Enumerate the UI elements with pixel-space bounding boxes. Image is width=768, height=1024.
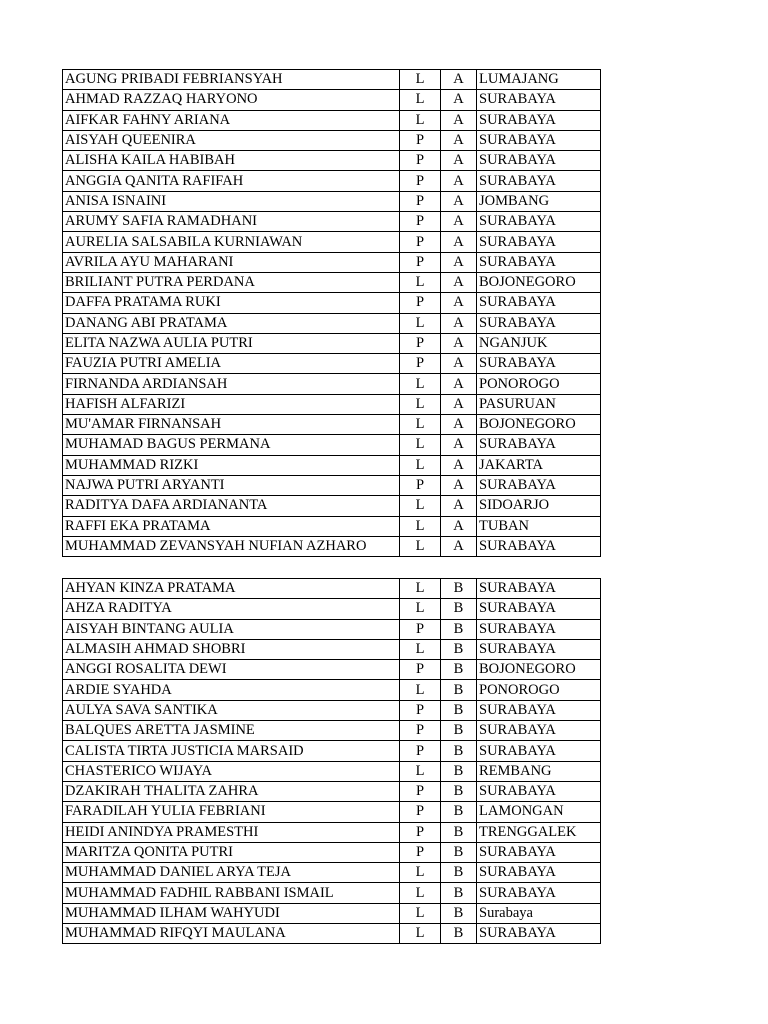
student-name-cell: AISYAH BINTANG AULIA bbox=[63, 619, 400, 639]
student-name-cell: ARUMY SAFIA RAMADHANI bbox=[63, 212, 400, 232]
student-name-cell: MUHAMMAD ZEVANSYAH NUFIAN AZHARO bbox=[63, 536, 400, 556]
city-cell: SURABAYA bbox=[477, 924, 601, 944]
table-row bbox=[63, 455, 601, 475]
gender-cell: P bbox=[400, 293, 441, 313]
class-cell: B bbox=[441, 863, 477, 883]
city-cell: LAMONGAN bbox=[477, 802, 601, 822]
city-cell: SURABAYA bbox=[477, 599, 601, 619]
student-name-cell: AHYAN KINZA PRATAMA bbox=[63, 579, 400, 599]
class-cell: A bbox=[441, 313, 477, 333]
table-row bbox=[63, 924, 601, 944]
table-row bbox=[63, 313, 601, 333]
class-cell: B bbox=[441, 741, 477, 761]
city-cell: REMBANG bbox=[477, 761, 601, 781]
student-name-cell: MUHAMAD BAGUS PERMANA bbox=[63, 435, 400, 455]
student-name-cell: FARADILAH YULIA FEBRIANI bbox=[63, 802, 400, 822]
class-cell: A bbox=[441, 394, 477, 414]
gender-cell: L bbox=[400, 415, 441, 435]
table-row bbox=[63, 191, 601, 211]
student-table-class-a bbox=[62, 69, 601, 557]
class-cell: A bbox=[441, 374, 477, 394]
city-cell: PASURUAN bbox=[477, 394, 601, 414]
class-cell: B bbox=[441, 924, 477, 944]
gender-cell: L bbox=[400, 394, 441, 414]
gender-cell: P bbox=[400, 354, 441, 374]
city-cell: SURABAYA bbox=[477, 130, 601, 150]
class-cell: A bbox=[441, 516, 477, 536]
class-cell: B bbox=[441, 842, 477, 862]
table-row bbox=[63, 232, 601, 252]
city-cell: SURABAYA bbox=[477, 212, 601, 232]
gender-cell: L bbox=[400, 924, 441, 944]
table-row bbox=[63, 293, 601, 313]
city-cell: PONOROGO bbox=[477, 680, 601, 700]
student-name-cell: AVRILA AYU MAHARANI bbox=[63, 252, 400, 272]
city-cell: SIDOARJO bbox=[477, 496, 601, 516]
student-name-cell: AHMAD RAZZAQ HARYONO bbox=[63, 90, 400, 110]
student-name-cell: AGUNG PRIBADI FEBRIANSYAH bbox=[63, 70, 400, 90]
table-row bbox=[63, 374, 601, 394]
city-cell: SURABAYA bbox=[477, 700, 601, 720]
student-name-cell: HAFISH ALFARIZI bbox=[63, 394, 400, 414]
student-name-cell: ALMASIH AHMAD SHOBRI bbox=[63, 639, 400, 659]
student-name-cell: DZAKIRAH THALITA ZAHRA bbox=[63, 781, 400, 801]
student-name-cell: MARITZA QONITA PUTRI bbox=[63, 842, 400, 862]
class-cell: B bbox=[441, 619, 477, 639]
gender-cell: L bbox=[400, 272, 441, 292]
class-cell: B bbox=[441, 781, 477, 801]
class-cell: A bbox=[441, 70, 477, 90]
table-row bbox=[63, 475, 601, 495]
city-cell: SURABAYA bbox=[477, 741, 601, 761]
city-cell: TRENGGALEK bbox=[477, 822, 601, 842]
table-row bbox=[63, 90, 601, 110]
gender-cell: P bbox=[400, 252, 441, 272]
table-row bbox=[63, 883, 601, 903]
student-name-cell: ARDIE SYAHDA bbox=[63, 680, 400, 700]
class-cell: A bbox=[441, 212, 477, 232]
gender-cell: P bbox=[400, 842, 441, 862]
city-cell: SURABAYA bbox=[477, 151, 601, 171]
gender-cell: P bbox=[400, 151, 441, 171]
gender-cell: L bbox=[400, 680, 441, 700]
class-cell: A bbox=[441, 293, 477, 313]
table-row bbox=[63, 619, 601, 639]
class-cell: A bbox=[441, 455, 477, 475]
class-cell: B bbox=[441, 660, 477, 680]
table-row bbox=[63, 171, 601, 191]
city-cell: SURABAYA bbox=[477, 619, 601, 639]
class-cell: A bbox=[441, 415, 477, 435]
gender-cell: L bbox=[400, 435, 441, 455]
table-row bbox=[63, 252, 601, 272]
class-cell: A bbox=[441, 475, 477, 495]
gender-cell: L bbox=[400, 536, 441, 556]
city-cell: NGANJUK bbox=[477, 333, 601, 353]
student-name-cell: HEIDI ANINDYA PRAMESTHI bbox=[63, 822, 400, 842]
class-cell: B bbox=[441, 700, 477, 720]
table-row bbox=[63, 680, 601, 700]
table-row bbox=[63, 741, 601, 761]
table-row bbox=[63, 496, 601, 516]
class-cell: A bbox=[441, 252, 477, 272]
student-name-cell: BALQUES ARETTA JASMINE bbox=[63, 721, 400, 741]
city-cell: SURABAYA bbox=[477, 863, 601, 883]
class-cell: A bbox=[441, 130, 477, 150]
class-cell: A bbox=[441, 333, 477, 353]
gender-cell: L bbox=[400, 90, 441, 110]
student-name-cell: NAJWA PUTRI ARYANTI bbox=[63, 475, 400, 495]
student-name-cell: AURELIA SALSABILA KURNIAWAN bbox=[63, 232, 400, 252]
student-name-cell: AHZA RADITYA bbox=[63, 599, 400, 619]
student-name-cell: FIRNANDA ARDIANSAH bbox=[63, 374, 400, 394]
gender-cell: P bbox=[400, 802, 441, 822]
gender-cell: L bbox=[400, 599, 441, 619]
city-cell: SURABAYA bbox=[477, 721, 601, 741]
gender-cell: P bbox=[400, 822, 441, 842]
class-cell: A bbox=[441, 171, 477, 191]
city-cell: SURABAYA bbox=[477, 252, 601, 272]
city-cell: SURABAYA bbox=[477, 90, 601, 110]
gender-cell: L bbox=[400, 496, 441, 516]
student-name-cell: RADITYA DAFA ARDIANANTA bbox=[63, 496, 400, 516]
gender-cell: L bbox=[400, 455, 441, 475]
city-cell: SURABAYA bbox=[477, 293, 601, 313]
city-cell: JOMBANG bbox=[477, 191, 601, 211]
table-row bbox=[63, 781, 601, 801]
table-row bbox=[63, 822, 601, 842]
table-row bbox=[63, 272, 601, 292]
class-cell: B bbox=[441, 599, 477, 619]
student-name-cell: ELITA NAZWA AULIA PUTRI bbox=[63, 333, 400, 353]
table-row bbox=[63, 333, 601, 353]
table-row bbox=[63, 394, 601, 414]
city-cell: SURABAYA bbox=[477, 883, 601, 903]
city-cell: Surabaya bbox=[477, 903, 601, 923]
class-cell: A bbox=[441, 90, 477, 110]
student-name-cell: MUHAMMAD FADHIL RABBANI ISMAIL bbox=[63, 883, 400, 903]
table-row bbox=[63, 842, 601, 862]
gender-cell: L bbox=[400, 863, 441, 883]
gender-cell: L bbox=[400, 110, 441, 130]
city-cell: SURABAYA bbox=[477, 475, 601, 495]
student-name-cell: MUHAMMAD ILHAM WAHYUDI bbox=[63, 903, 400, 923]
city-cell: JAKARTA bbox=[477, 455, 601, 475]
student-name-cell: FAUZIA PUTRI AMELIA bbox=[63, 354, 400, 374]
city-cell: BOJONEGORO bbox=[477, 272, 601, 292]
class-cell: B bbox=[441, 639, 477, 659]
student-name-cell: BRILIANT PUTRA PERDANA bbox=[63, 272, 400, 292]
city-cell: TUBAN bbox=[477, 516, 601, 536]
city-cell: SURABAYA bbox=[477, 313, 601, 333]
student-name-cell: RAFFI EKA PRATAMA bbox=[63, 516, 400, 536]
table-row bbox=[63, 151, 601, 171]
student-name-cell: ALISHA KAILA HABIBAH bbox=[63, 151, 400, 171]
gender-cell: P bbox=[400, 130, 441, 150]
table-row bbox=[63, 660, 601, 680]
city-cell: BOJONEGORO bbox=[477, 660, 601, 680]
gender-cell: L bbox=[400, 579, 441, 599]
gender-cell: P bbox=[400, 475, 441, 495]
gender-cell: P bbox=[400, 212, 441, 232]
student-name-cell: CHASTERICO WIJAYA bbox=[63, 761, 400, 781]
class-cell: A bbox=[441, 536, 477, 556]
student-name-cell: ANGGI ROSALITA DEWI bbox=[63, 660, 400, 680]
gender-cell: L bbox=[400, 70, 441, 90]
student-name-cell: CALISTA TIRTA JUSTICIA MARSAID bbox=[63, 741, 400, 761]
gender-cell: L bbox=[400, 374, 441, 394]
table-row bbox=[63, 415, 601, 435]
class-cell: A bbox=[441, 110, 477, 130]
class-cell: A bbox=[441, 272, 477, 292]
student-name-cell: DANANG ABI PRATAMA bbox=[63, 313, 400, 333]
table-row bbox=[63, 354, 601, 374]
gender-cell: P bbox=[400, 700, 441, 720]
table-body bbox=[63, 70, 601, 557]
student-name-cell: MUHAMMAD DANIEL ARYA TEJA bbox=[63, 863, 400, 883]
student-name-cell: AIFKAR FAHNY ARIANA bbox=[63, 110, 400, 130]
student-table-class-b bbox=[62, 578, 601, 944]
class-cell: A bbox=[441, 151, 477, 171]
class-cell: A bbox=[441, 191, 477, 211]
class-cell: B bbox=[441, 903, 477, 923]
gender-cell: P bbox=[400, 660, 441, 680]
city-cell: SURABAYA bbox=[477, 435, 601, 455]
gender-cell: P bbox=[400, 333, 441, 353]
city-cell: SURABAYA bbox=[477, 842, 601, 862]
class-cell: B bbox=[441, 579, 477, 599]
city-cell: BOJONEGORO bbox=[477, 415, 601, 435]
gender-cell: L bbox=[400, 639, 441, 659]
class-cell: A bbox=[441, 435, 477, 455]
student-name-cell: AISYAH QUEENIRA bbox=[63, 130, 400, 150]
table-row bbox=[63, 639, 601, 659]
city-cell: SURABAYA bbox=[477, 579, 601, 599]
city-cell: SURABAYA bbox=[477, 639, 601, 659]
student-name-cell: MU'AMAR FIRNANSAH bbox=[63, 415, 400, 435]
table-row bbox=[63, 863, 601, 883]
class-cell: B bbox=[441, 802, 477, 822]
table-row bbox=[63, 536, 601, 556]
gender-cell: P bbox=[400, 619, 441, 639]
city-cell: SURABAYA bbox=[477, 110, 601, 130]
gender-cell: L bbox=[400, 883, 441, 903]
table-row bbox=[63, 130, 601, 150]
class-cell: B bbox=[441, 822, 477, 842]
student-name-cell: ANISA ISNAINI bbox=[63, 191, 400, 211]
table-row bbox=[63, 70, 601, 90]
gender-cell: L bbox=[400, 761, 441, 781]
city-cell: SURABAYA bbox=[477, 354, 601, 374]
city-cell: SURABAYA bbox=[477, 781, 601, 801]
class-cell: B bbox=[441, 680, 477, 700]
gender-cell: P bbox=[400, 781, 441, 801]
table-row bbox=[63, 802, 601, 822]
class-cell: B bbox=[441, 721, 477, 741]
table-row bbox=[63, 516, 601, 536]
student-name-cell: MUHAMMAD RIFQYI MAULANA bbox=[63, 924, 400, 944]
gender-cell: P bbox=[400, 741, 441, 761]
table-row bbox=[63, 212, 601, 232]
gender-cell: L bbox=[400, 313, 441, 333]
class-cell: B bbox=[441, 883, 477, 903]
class-cell: B bbox=[441, 761, 477, 781]
table-body bbox=[63, 579, 601, 944]
student-name-cell: ANGGIA QANITA RAFIFAH bbox=[63, 171, 400, 191]
gender-cell: L bbox=[400, 516, 441, 536]
city-cell: PONOROGO bbox=[477, 374, 601, 394]
city-cell: LUMAJANG bbox=[477, 70, 601, 90]
student-name-cell: AULYA SAVA SANTIKA bbox=[63, 700, 400, 720]
table-row bbox=[63, 903, 601, 923]
city-cell: SURABAYA bbox=[477, 171, 601, 191]
table-row bbox=[63, 721, 601, 741]
gender-cell: P bbox=[400, 721, 441, 741]
table-row bbox=[63, 599, 601, 619]
gender-cell: P bbox=[400, 232, 441, 252]
table-row bbox=[63, 700, 601, 720]
gender-cell: P bbox=[400, 171, 441, 191]
table-row bbox=[63, 761, 601, 781]
table-row bbox=[63, 579, 601, 599]
table-row bbox=[63, 110, 601, 130]
gender-cell: L bbox=[400, 903, 441, 923]
class-cell: A bbox=[441, 232, 477, 252]
class-cell: A bbox=[441, 354, 477, 374]
table-row bbox=[63, 435, 601, 455]
student-name-cell: MUHAMMAD RIZKI bbox=[63, 455, 400, 475]
city-cell: SURABAYA bbox=[477, 232, 601, 252]
student-name-cell: DAFFA PRATAMA RUKI bbox=[63, 293, 400, 313]
city-cell: SURABAYA bbox=[477, 536, 601, 556]
class-cell: A bbox=[441, 496, 477, 516]
gender-cell: P bbox=[400, 191, 441, 211]
